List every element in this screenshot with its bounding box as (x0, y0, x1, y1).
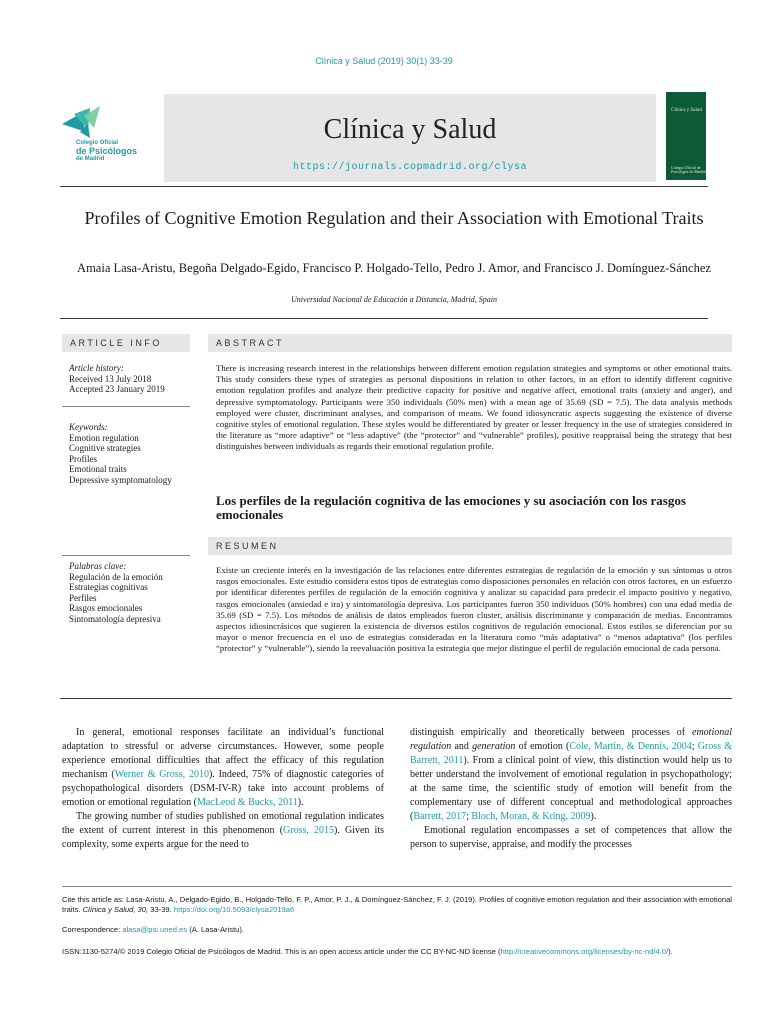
reference-link[interactable]: Barrett, 2017 (413, 811, 467, 822)
palabras-divider (62, 555, 190, 556)
keywords-block: Keywords: Emotion regulation Cognitive strategies Profiles Emotional traits Depressive symptomatology (69, 422, 194, 485)
body-column-left (62, 726, 384, 852)
resumen-title: Los perfiles de la regulación cognitiva de las emociones y su asociación con los rasgos emocionales (216, 493, 686, 522)
title-divider (60, 318, 708, 319)
abstract-divider (60, 698, 732, 699)
keyword-item: Emotional traits (69, 464, 127, 474)
paper-title: Profiles of Cognitive Emotion Regulation and their Association with Emotional Traits (84, 208, 704, 228)
correspondence: Correspondence: alasa@psi.uned.es (A. Lasa-Aristu). (62, 925, 245, 934)
author-list: Amaia Lasa-Aristu, Begoña Delgado-Egido, Francisco P. Holgado-Tello, Pedro J. Amor, and Francisco J. Domínguez-Sánchez (77, 261, 711, 275)
doi-link[interactable]: https://doi.org/10.5093/clysa2019a6 (173, 905, 295, 914)
body-paragraph: The growing number of studies published on emotional regulation indicates the extent of current interest in this phenomenon (Gross, 2015). Given its complexity, some experts argue for the need to (62, 811, 385, 850)
body-column-right (410, 726, 732, 852)
reference-link[interactable]: Gross & Barrett, 2011 (410, 741, 732, 766)
reference-link[interactable]: Werner & Gross, 2010 (114, 769, 209, 780)
palabra-item: Rasgos emocionales (69, 603, 143, 613)
cite-this-article: Cite this article as: Lasa-Aristu, A., Delgado-Egido, B., Holgado-Tello, F. P., Amor, P. J., & Domínguez-Sánchez, F. J. (2019). Profiles of cognitive emotion regulation and their association with emotional traits. Clínica y Salud, 30, 33-39. https://doi.org/10.5093/clysa2019a6 (62, 895, 732, 914)
body-paragraph: In general, emotional responses facilitate an individual’s functional adaptation to stressful or adverse circumstances. However, some people experience emotional difficulties that affect the efficacy of this regulation mechanism (Werner & Gross, 2010). Indeed, 75% of diagnostic categories of psychopathological disorders (DSM-IV-R) take into account problems of emotion or emotional regulation (MacLeod & Bucks, 2011). (62, 727, 385, 808)
journal-url-link[interactable]: https://journals.copmadrid.org/clysa (292, 162, 528, 173)
resumen-text: Existe un creciente interés en la investigación de las relaciones entre diferentes estrategias de regulación de la emoción y sus síntomas u otros rasgos emocionales. Este estudio considera estos tipos de estrategias como disposiciones personales en relación con otros factores, en un esfuerzo por identificar diferentes perfiles de regulación de la emoción cognitiva y analizar su capacidad para predecir el impacto positivo y negativo, rasgos emocionales (ansiedad e ira) y sintomatología depresiva. Los participantes fueron 350 individuos (50% hombres) con una edad media de 35.69 (SD = 7.5). Los métodos de análisis de datos empleados fueron cluster, análisis discriminante y comparación de medias. Encontramos aspectos idiosincrásicos que sugieren la existencia de diversos estilos cognitivos de regulación emocional. Estos estilos se diferencian por su mayor o menor frecuencia en el uso de estrategias consideradas en la literatura como “más adaptativa” o “menos adaptativa” (los perfiles “protector” y “vulnerable”), siendo la reevaluación positiva la estrategia que mejor distingue el perfil de regulación emocional de cada persona. (216, 565, 732, 654)
palabras-clave-block: Palabras clave: Regulación de la emoción Estrategias cognitivas Perfiles Rasgos emocionales Sintomatología depresiva (69, 561, 194, 624)
journal-title: Clínica y Salud (323, 114, 497, 145)
palabra-item: Perfiles (69, 592, 97, 603)
colegio-logo (60, 106, 156, 168)
resumen-heading: RESUMEN (208, 537, 732, 555)
reference-link[interactable]: Bloch, Moran, & Kring, 2009 (471, 811, 591, 822)
keyword-item: Profiles (69, 453, 97, 464)
body-paragraph: distinguish empirically and theoretically between processes of emotional regulation and generation of emotion (Cole, Martin, & Dennis, 2004; Gross & Barrett, 2011). From a clinical point of view, this distinction would help us to better understand the involvement of emotional regulation in psychopathology; at the same time, the scientific study of emotion will benefit from the complementary use of different conceptual and methodological approaches (Barrett, 2017; Bloch, Moran, & Kring, 2009). (410, 727, 732, 822)
body-paragraph: Emotional regulation encompasses a set of competences that allow the person to supervise, appraise, and modify the processes (410, 825, 732, 850)
reference-link[interactable]: Gross, 2015 (283, 825, 335, 836)
reference-link[interactable]: MacLeod & Bucks, 2011 (196, 797, 298, 808)
palabra-item: Regulación de la emoción (69, 571, 163, 582)
keyword-item: Emotion regulation (69, 432, 139, 443)
license-link[interactable]: http://creativecommons.org/licenses/by-nc-nd/4.0/ (500, 947, 669, 956)
footer-divider (62, 886, 732, 887)
palabra-item: Estrategias cognitivas (69, 582, 148, 592)
info-divider (62, 406, 190, 407)
affiliation: Universidad Nacional de Educación a Distancia, Madrid, Spain (291, 295, 497, 304)
article-history: Article history: Received 13 July 2018 Accepted 23 January 2019 (69, 363, 165, 394)
abstract-heading: ABSTRACT (208, 334, 732, 352)
abstract-text: There is increasing research interest in the relationships between different emotion regulation strategies and symptoms or other emotional traits. This study considers these types of strategies as personal dispositions in relation to other factors, in an effort to identify different cognitive emotion regulation profiles and analyze their predictive capacity for positive and negative affect, emotional traits (anxiety and anger), and depressive symptomatology. Participants were 350 individuals (50% men) with a mean age of 35.69 (SD = 7.5). The data analysis methods employed were cluster, discriminant analyses, and comparison of means. We found idiosyncratic aspects suggesting the existence of diverse cognitive styles of emotional regulation. These styles would be differentiated by greater or lesser frequency in the use of strategies considered in the literature as “more adaptive” or “less adaptive” (the “protector” and “vulnerable” profiles), positive reappraisal being the strategy that best distinguishes between individuals as regards their emotional regulation profile. (216, 363, 732, 452)
reference-link[interactable]: Cole, Martin, & Dennis, 2004 (569, 741, 692, 752)
license-notice: ISSN:1130-5274/© 2019 Colegio Oficial de Psicólogos de Madrid. This is an open access article under the CC BY-NC-ND license (http://creativecommons.org/licenses/by-nc-nd/4.0/). (62, 947, 673, 956)
palabra-item: Sintomatología depresiva (69, 613, 161, 624)
article-info-heading: ARTICLE INFO (62, 334, 190, 352)
keyword-item: Cognitive strategies (69, 443, 141, 453)
logo-wordmark: Colegio Oficial de Psicólogos de Madrid (76, 140, 138, 162)
journal-banner (164, 94, 656, 182)
header-divider (60, 186, 708, 187)
journal-citation[interactable]: Clínica y Salud (2019) 30(1) 33-39 (315, 56, 453, 66)
email-link[interactable]: alasa@psi.uned.es (122, 925, 188, 934)
journal-cover-thumbnail: Clínica y Salud Colegio Oficial de Psicólogos de Madrid (666, 92, 706, 180)
keyword-item: Depressive symptomatology (69, 474, 172, 485)
